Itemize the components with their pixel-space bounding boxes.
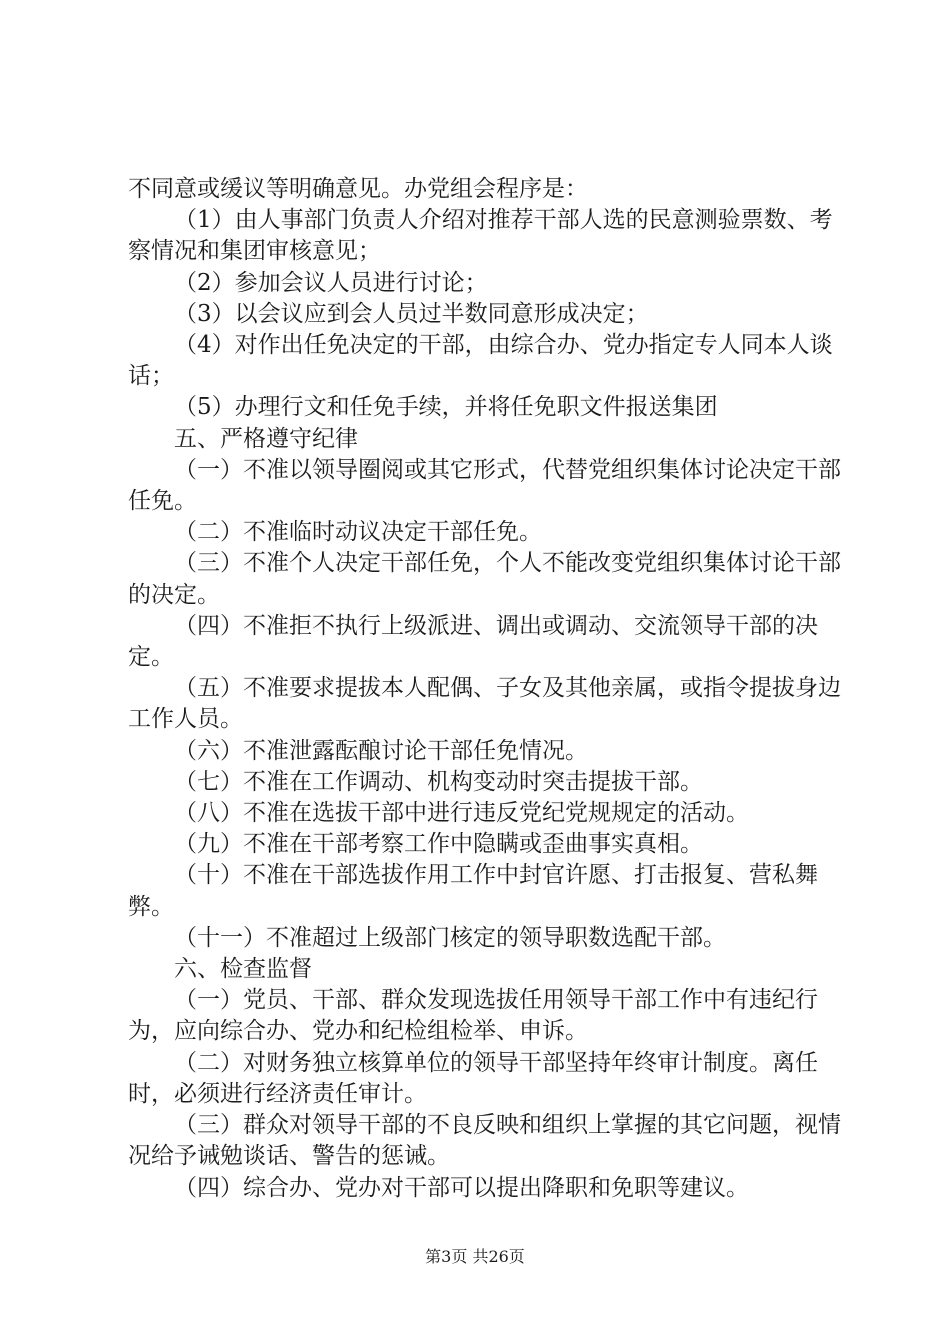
page-number-footer: 第3页 共26页: [425, 1247, 525, 1266]
paragraph-rule-5: （五）不准要求提拔本人配偶、子女及其他亲属，或指令提拔身边工作人员。: [128, 675, 841, 733]
paragraph-rule-1: （一）不准以领导圈阅或其它形式，代替党组织集体讨论决定干部任免。: [128, 456, 841, 515]
paragraph-rule-2: （二）不准临时动议决定干部任免。: [174, 519, 542, 546]
paragraph-continuation: 不同意或缓议等明确意见。办党组会程序是：: [128, 176, 588, 202]
section-heading-supervision: 六、检查监督: [174, 956, 312, 983]
paragraph-step-4: （4）对作出任免决定的干部，由综合办、党办指定专人同本人谈话；: [128, 332, 833, 390]
paragraph-supervision-2: （二）对财务独立核算单位的领导干部坚持年终审计制度。离任时，必须进行经济责任审计。: [128, 1049, 818, 1107]
paragraph-supervision-1: （一）党员、干部、群众发现选拔任用领导干部工作中有违纪行为，应向综合办、党办和纪检组检举、申诉。: [128, 987, 818, 1045]
paragraph-rule-11: （十一）不准超过上级部门核定的领导职数选配干部。: [174, 924, 726, 951]
paragraph-rule-8: （八）不准在选拔干部中进行违反党纪党规规定的活动。: [174, 800, 749, 827]
paragraph-step-1: （1）由人事部门负责人介绍对推荐干部人选的民意测验票数、考察情况和集团审核意见；: [128, 207, 833, 265]
paragraph-step-3: （3）以会议应到会人员过半数同意形成决定；: [174, 300, 649, 327]
document-body: [128, 174, 848, 1204]
paragraph-supervision-4: （四）综合办、党办对干部可以提出降职和免职等建议。: [174, 1174, 749, 1201]
paragraph-step-2: （2）参加会议人员进行讨论；: [174, 269, 488, 296]
paragraph-rule-7: （七）不准在工作调动、机构变动时突击提拔干部。: [174, 768, 703, 795]
paragraph-rule-4: （四）不准拒不执行上级派进、调出或调动、交流领导干部的决定。: [128, 612, 818, 671]
paragraph-step-5: （5）办理行文和任免手续，并将任免职文件报送集团: [174, 394, 718, 421]
paragraph-supervision-3: （三）群众对领导干部的不良反映和组织上掌握的其它问题，视情况给予诫勉谈话、警告的惩诫。: [128, 1112, 841, 1170]
paragraph-rule-6: （六）不准泄露酝酿讨论干部任免情况。: [174, 737, 588, 764]
paragraph-rule-9: （九）不准在干部考察工作中隐瞒或歪曲事实真相。: [174, 831, 703, 858]
paragraph-rule-3: （三）不准个人决定干部任免，个人不能改变党组织集体讨论干部的决定。: [128, 550, 841, 608]
paragraph-rule-10: （十）不准在干部选拔作用工作中封官许愿、打击报复、营私舞弊。: [128, 862, 818, 920]
section-heading-discipline: 五、严格遵守纪律: [174, 425, 358, 452]
